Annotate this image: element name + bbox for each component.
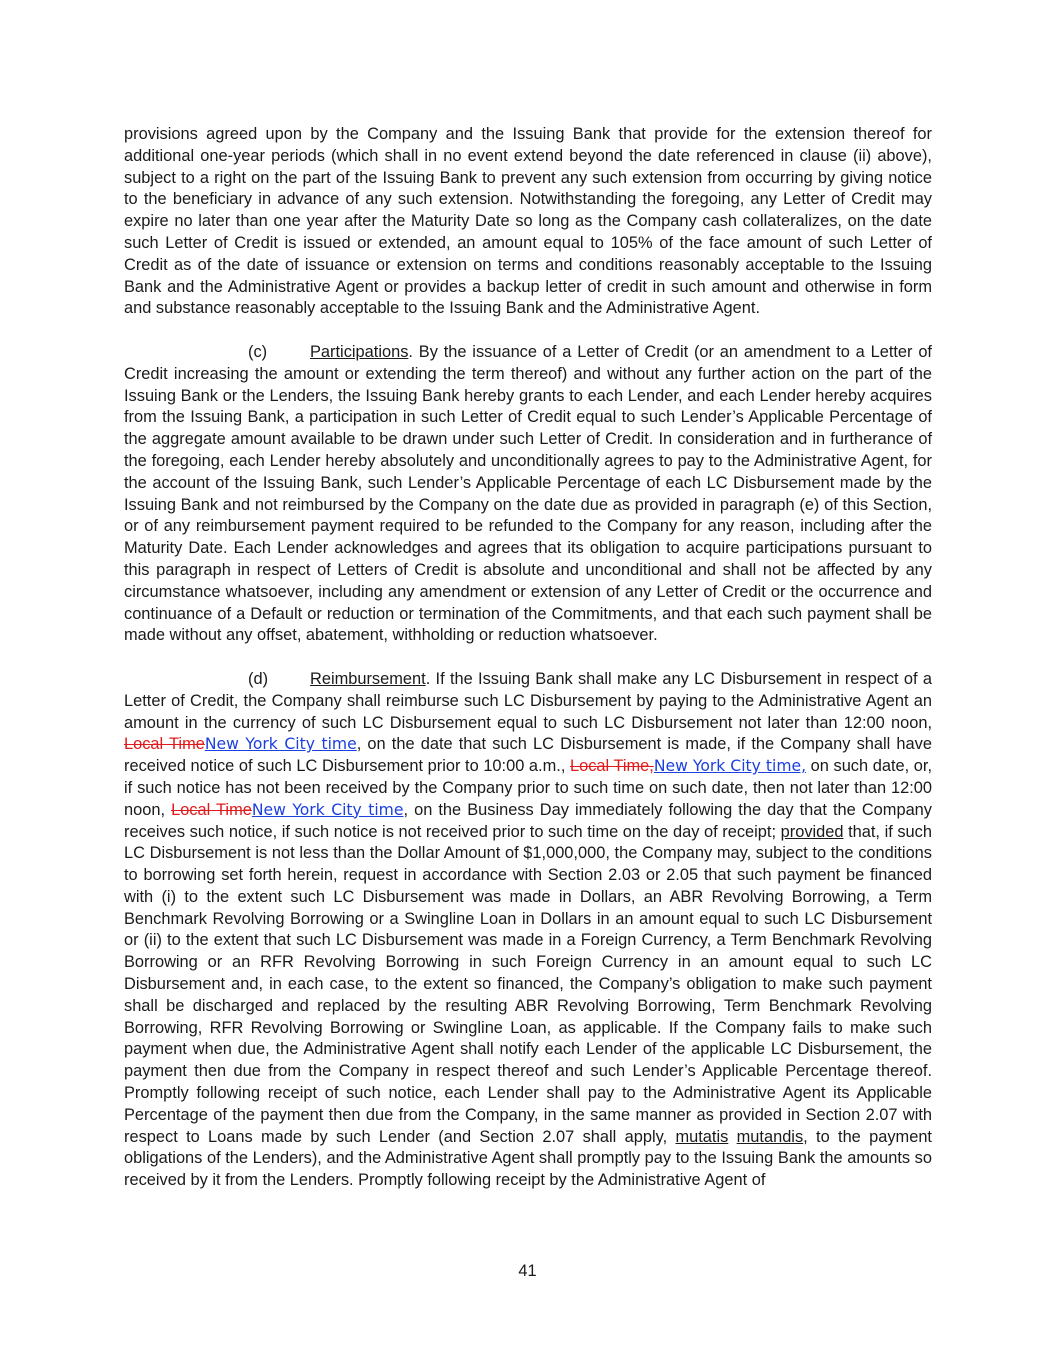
section-d-heading: Reimbursement: [310, 669, 426, 688]
section-d-text-3: on such date, or, if such notice has not been received by the Company prior to such time on such date, then not later than 12:00 noon,: [124, 757, 933, 819]
deleted-text: Local Time: [124, 735, 205, 754]
provided-term: provided: [780, 822, 844, 841]
page-number: 41: [518, 1262, 537, 1280]
deleted-text: Local Time: [171, 800, 252, 819]
document-page: [124, 124, 932, 1192]
section-d-label: (d): [248, 669, 269, 688]
section-d-text-4: , on the Business Day immediately following the day that the Company receives such notice, if such notice is not received prior to such time on the day of receipt;: [124, 800, 932, 841]
mutandis-term: mutandis: [736, 1127, 804, 1146]
deleted-text: Local Time,: [569, 757, 654, 776]
paragraph-b-continuation: provisions agreed upon by the Company and the Issuing Bank that provide for the extension thereof for additional one-year periods (which shall in no event extend beyond the date referenced in clause (ii) above), subject to a right on the part of the Issuing Bank to prevent any such extension from occurring by giving notice to the beneficiary in advance of any such extension. Notwithstanding the foregoing, any Letter of Credit may expire no later than one year after the Maturity Date so long as the Company cash collateralizes, on the date such Letter of Credit is issued or extended, an amount equal to 105% of the face amount of such Letter of Credit as of the date of issuance or extension on terms and conditions reasonably acceptable to the Issuing Bank and the Administrative Agent or provides a backup letter of credit in such amount and otherwise in form and substance reasonably acceptable to the Issuing Bank and the Administrative Agent.: [124, 125, 932, 318]
inserted-text: New York City time: [204, 735, 357, 754]
inserted-text: New York City time: [251, 800, 404, 819]
inserted-text: New York City time,: [653, 757, 807, 776]
section-d-text-1: . If the Issuing Bank shall make any LC Disbursement in respect of a Letter of Credit, the Company shall reimburse such LC Disbursement by paying to the Administrative Agent an amount in the currency of such LC Disbursement equal to such LC Disbursement not later than 12:00 noon,: [124, 669, 932, 732]
section-d-text-2: , on the date that such LC Disbursement is made, if the Company shall have received notice of such LC Disbursement prior to 10:00 a.m.,: [124, 735, 932, 776]
mutatis-term: mutatis: [675, 1127, 729, 1146]
paragraph-c-participations: [124, 342, 932, 647]
section-d-text-5: that, if such LC Disbursement is not less than the Dollar Amount of $1,000,000, the Company may, subject to the conditions to borrowing set forth herein, request in accordance with Section 2.03 or 2.05 that such payment be financed with (i) to the extent such LC Disbursement was made in Dollars, an ABR Revolving Borrowing, a Term Benchmark Revolving Borrowing or a Swingline Loan in Dollars in an amount equal to such LC Disbursement or (ii) to the extent that such LC Disbursement was made in a Foreign Currency, a Term Benchmark Revolving Borrowing or an RFR Revolving Borrowing in such Foreign Currency in an amount equal to such LC Disbursement and, in each case, to the extent so financed, the Company’s obligation to make such payment shall be discharged and replaced by the resulting ABR Revolving Borrowing, Term Benchmark Revolving Borrowing, RFR Revolving Borrowing or Swingline Loan, as applicable. If the Company fails to make such payment when due, the Administrative Agent shall notify each Lender of the applicable LC Disbursement, the payment then due from the Company in respect thereof and such Lender’s Applicable Percentage thereof. Promptly following receipt of such notice, each Lender shall pay to the Administrative Agent its Applicable Percentage of the payment then due from the Company, in the same manner as provided in Section 2.07 with respect to Loans made by such Lender (and Section 2.07 shall apply,: [124, 822, 932, 1146]
section-d-text-6: , to the payment obligations of the Lenders), and the Administrative Agent shall promptly pay to the Issuing Bank the amounts so received by it from the Lenders. Promptly following receipt by the Administrative Agent of: [124, 1127, 932, 1190]
paragraph-d-reimbursement: [124, 669, 932, 1192]
section-c-label: (c): [248, 342, 268, 361]
section-c-text: . By the issuance of a Letter of Credit (or an amendment to a Letter of Credit increasing the amount or extending the term thereof) and without any further action on the part of the Issuing Bank or the Lenders, the Issuing Bank hereby grants to each Lender, and each Lender hereby acquires from the Issuing Bank, a participation in such Letter of Credit equal to such Lender’s Applicable Percentage of the aggregate amount available to be drawn under such Letter of Credit. In consideration and in furtherance of the foregoing, each Lender hereby absolutely and unconditionally agrees to pay to the Administrative Agent, for the account of the Issuing Bank, such Lender’s Applicable Percentage of each LC Disbursement made by the Issuing Bank and not reimbursed by the Company on the date due as provided in paragraph (e) of this Section, or of any reimbursement payment required to be refunded to the Company for any reason, including after the Maturity Date. Each Lender acknowledges and agrees that its obligation to acquire participations pursuant to this paragraph in respect of Letters of Credit is absolute and unconditional and shall not be affected by any circumstance whatsoever, including any amendment or extension of any Letter of Credit or the occurrence and continuance of a Default or reduction or termination of the Commitments, and that each such payment shall be made without any offset, abatement, withholding or reduction whatsoever.: [124, 342, 932, 645]
section-c-heading: Participations: [310, 342, 409, 361]
